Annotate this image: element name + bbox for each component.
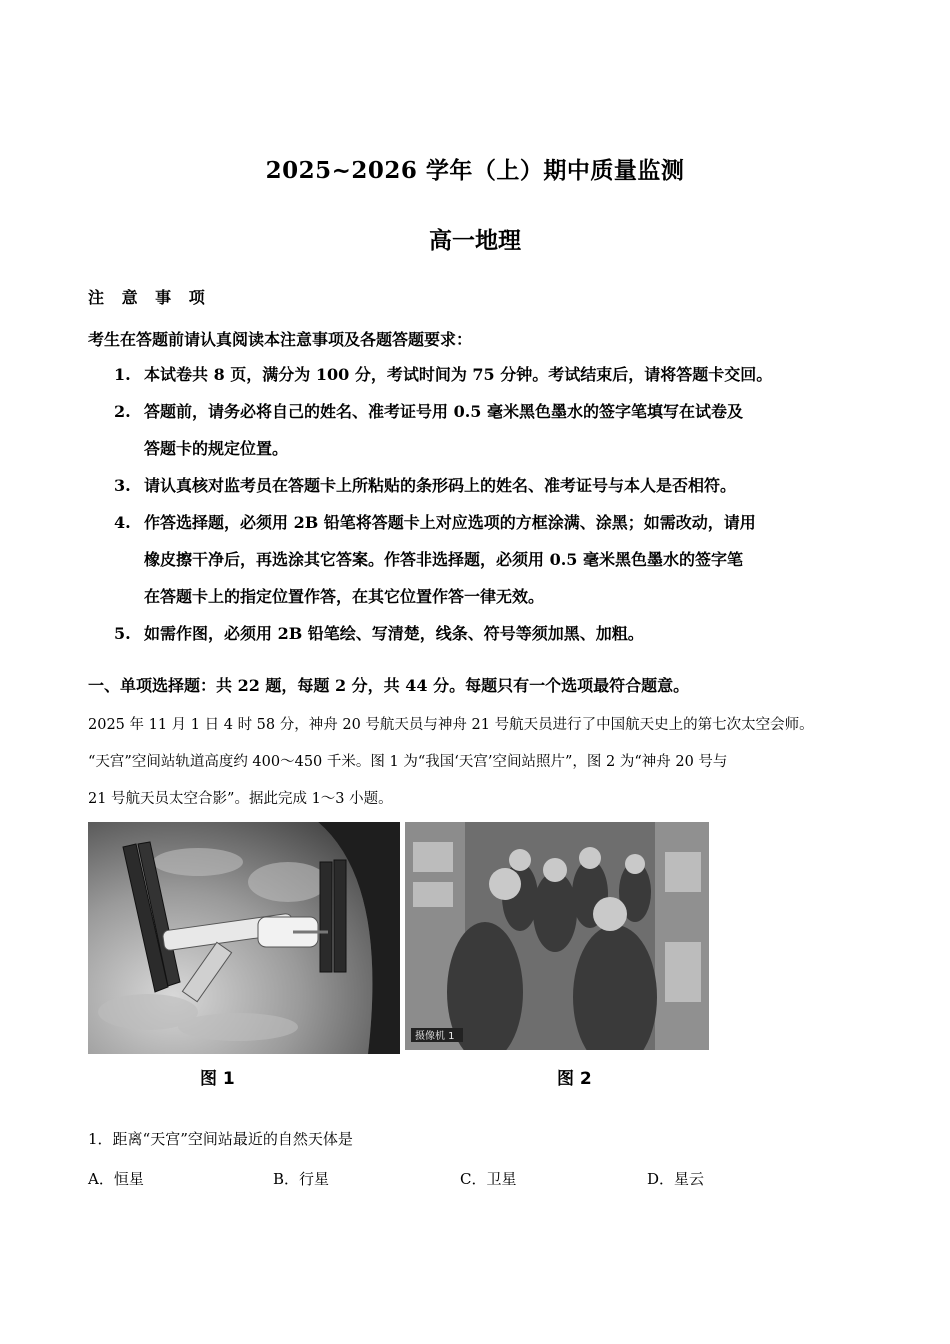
- notice-item-text: 请认真核对监考员在答题卡上所粘贴的条形码上的姓名、准考证号与本人是否相符。: [144, 476, 737, 495]
- question-1-stem: 1．距离“天宫”空间站最近的自然天体是: [88, 1130, 353, 1148]
- notice-item: [114, 356, 874, 393]
- option-c[interactable]: C．卫星: [460, 1170, 517, 1188]
- notice-intro: 考生在答题前请认真阅读本注意事项及各题答题要求：: [88, 330, 473, 349]
- astronaut-group-photo: [405, 822, 709, 1050]
- notice-item: [114, 504, 874, 615]
- section-title: 一、单项选择题：共 22 题，每题 2 分，共 44 分。每题只有一个选项最符合题意。: [88, 676, 690, 695]
- notice-item-number: 4.: [114, 513, 131, 532]
- notice-item-number: 1.: [114, 365, 131, 384]
- figure-1-caption: 图 1: [200, 1069, 235, 1089]
- option-a[interactable]: A．恒星: [88, 1170, 144, 1188]
- passage: 2025 年 11 月 1 日 4 时 58 分，神舟 20 号航天员与神舟 21 号航天员进行了中国航天史上的第七次太空会师。 “天宫”空间站轨道高度约 400～450 千米。图 1 为“我国‘天宫’空间站照片”，图 2 为“神舟 20 号与 21 号航天员太空合影”。据此完成 1～3 小题。: [88, 717, 814, 807]
- notice-item-text: 答题前，请务必将自己的姓名、准考证号用 0.5 毫米黑色墨水的签字笔填写在试卷及 答题卡的规定位置。: [144, 402, 743, 458]
- option-b[interactable]: B．行星: [273, 1170, 330, 1188]
- notice-item-text: 作答选择题，必须用 2B 铅笔将答题卡上对应选项的方框涂满、涂黑；如需改动，请用 橡皮擦干净后，再选涂其它答案。作答非选择题，必须用 0.5 毫米黑色墨水的签字笔 在答题卡上的指定位置作答，在其它位置作答一律无效。: [144, 513, 756, 606]
- exam-title: 2025~2026 学年（上）期中质量监测: [265, 157, 685, 184]
- notice-item: [114, 467, 874, 504]
- notice-item-number: 2.: [114, 402, 131, 421]
- notice-heading: 注 意 事 项: [88, 288, 211, 307]
- figure-2-caption: 图 2: [557, 1069, 592, 1089]
- camera-watermark: 摄像机 1: [415, 1031, 455, 1042]
- notice-item: [114, 393, 874, 467]
- option-d[interactable]: D．星云: [647, 1170, 705, 1188]
- notice-item-number: 3.: [114, 476, 131, 495]
- notice-item-text: 如需作图，必须用 2B 铅笔绘、写清楚，线条、符号等须加黑、加粗。: [144, 624, 644, 643]
- subject-title: 高一地理: [429, 227, 521, 254]
- notice-item-number: 5.: [114, 624, 131, 643]
- notice-list: [114, 356, 874, 652]
- notice-item-text: 本试卷共 8 页，满分为 100 分，考试时间为 75 分钟。考试结束后，请将答题卡交回。: [144, 365, 773, 384]
- notice-item: [114, 615, 874, 652]
- space-station-photo: [88, 822, 400, 1054]
